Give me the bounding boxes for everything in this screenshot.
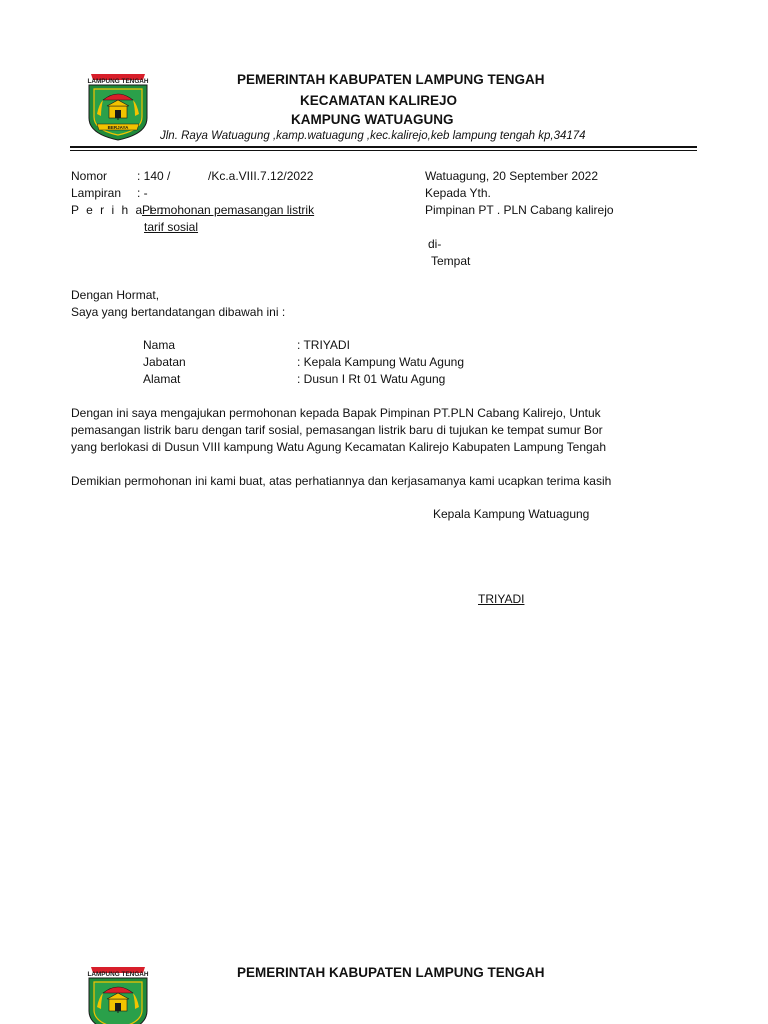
- closing-line: Demikian permohonan ini kami buat, atas perhatiannya dan kerjasamanya kami ucapkan terima kasih: [71, 474, 612, 488]
- signature-title: Kepala Kampung Watuagung: [433, 507, 590, 521]
- logo-motto-text: BERJAYA: [107, 125, 129, 130]
- identity-value-alamat: : Dusun I Rt 01 Watu Agung: [297, 372, 446, 386]
- greeting: Dengan Hormat,: [71, 288, 160, 302]
- nomor-code: /Kc.a.VIII.7.12/2022: [208, 169, 314, 183]
- perihal-label: P e r i h a l :: [71, 203, 165, 217]
- lampiran-label: Lampiran: [71, 186, 122, 200]
- kop-line-3: KAMPUNG WATUAGUNG: [291, 112, 454, 127]
- intro-line: Saya yang bertandatangan dibawah ini :: [71, 305, 286, 319]
- identity-label-alamat: Alamat: [143, 372, 181, 386]
- recipient-kepada: Kepada Yth.: [425, 186, 491, 200]
- signature-name: TRIYADI: [478, 592, 525, 606]
- identity-value-nama: : TRIYADI: [297, 338, 350, 352]
- identity-label-nama: Nama: [143, 338, 176, 352]
- body-line-1: Dengan ini saya mengajukan permohonan kepada Bapak Pimpinan PT.PLN Cabang Kalirejo, Untuk: [71, 406, 601, 420]
- body-line-3: yang berlokasi di Dusun VIII kampung Watu Agung Kecamatan Kalirejo Kabupaten Lampung Tengah: [71, 440, 607, 454]
- kop-rule-thin: [70, 150, 697, 151]
- kop-rule-thick: [70, 146, 697, 148]
- letter-date: Watuagung, 20 September 2022: [425, 169, 599, 183]
- kop-address: Jln. Raya Watuagung ,kamp.watuagung ,kec.kalirejo,keb lampung tengah kp,34174: [160, 130, 586, 142]
- kop-line-1: PEMERINTAH KABUPATEN LAMPUNG TENGAH: [237, 72, 545, 87]
- lampung-tengah-crest-icon-page-2: [85, 963, 151, 1024]
- kop-line-2: KECAMATAN KALIREJO: [300, 93, 457, 108]
- body-line-2: pemasangan listrik baru dengan tarif sosial, pemasangan listrik baru di tujukan ke tempat sumur Bor: [71, 423, 603, 437]
- perihal-value-line-1: Permohonan pemasangan listrik: [142, 203, 315, 217]
- recipient-di: di-: [428, 237, 442, 251]
- logo-banner-text-page-2: LAMPUNG TENGAH: [87, 971, 149, 978]
- identity-label-jabatan: Jabatan: [143, 355, 186, 369]
- nomor-label: Nomor: [71, 169, 108, 183]
- identity-value-jabatan: : Kepala Kampung Watu Agung: [297, 355, 465, 369]
- lampiran-value: : -: [137, 186, 148, 200]
- logo-banner-text: LAMPUNG TENGAH: [87, 78, 149, 85]
- recipient-name: Pimpinan PT . PLN Cabang kalirejo: [425, 203, 614, 217]
- recipient-tempat: Tempat: [431, 254, 471, 268]
- perihal-value-line-2: tarif sosial: [144, 220, 199, 234]
- nomor-value: : 140 /: [137, 169, 171, 183]
- page-2-kop-line-1: PEMERINTAH KABUPATEN LAMPUNG TENGAH: [237, 965, 545, 980]
- lampung-tengah-crest-icon: [85, 70, 151, 142]
